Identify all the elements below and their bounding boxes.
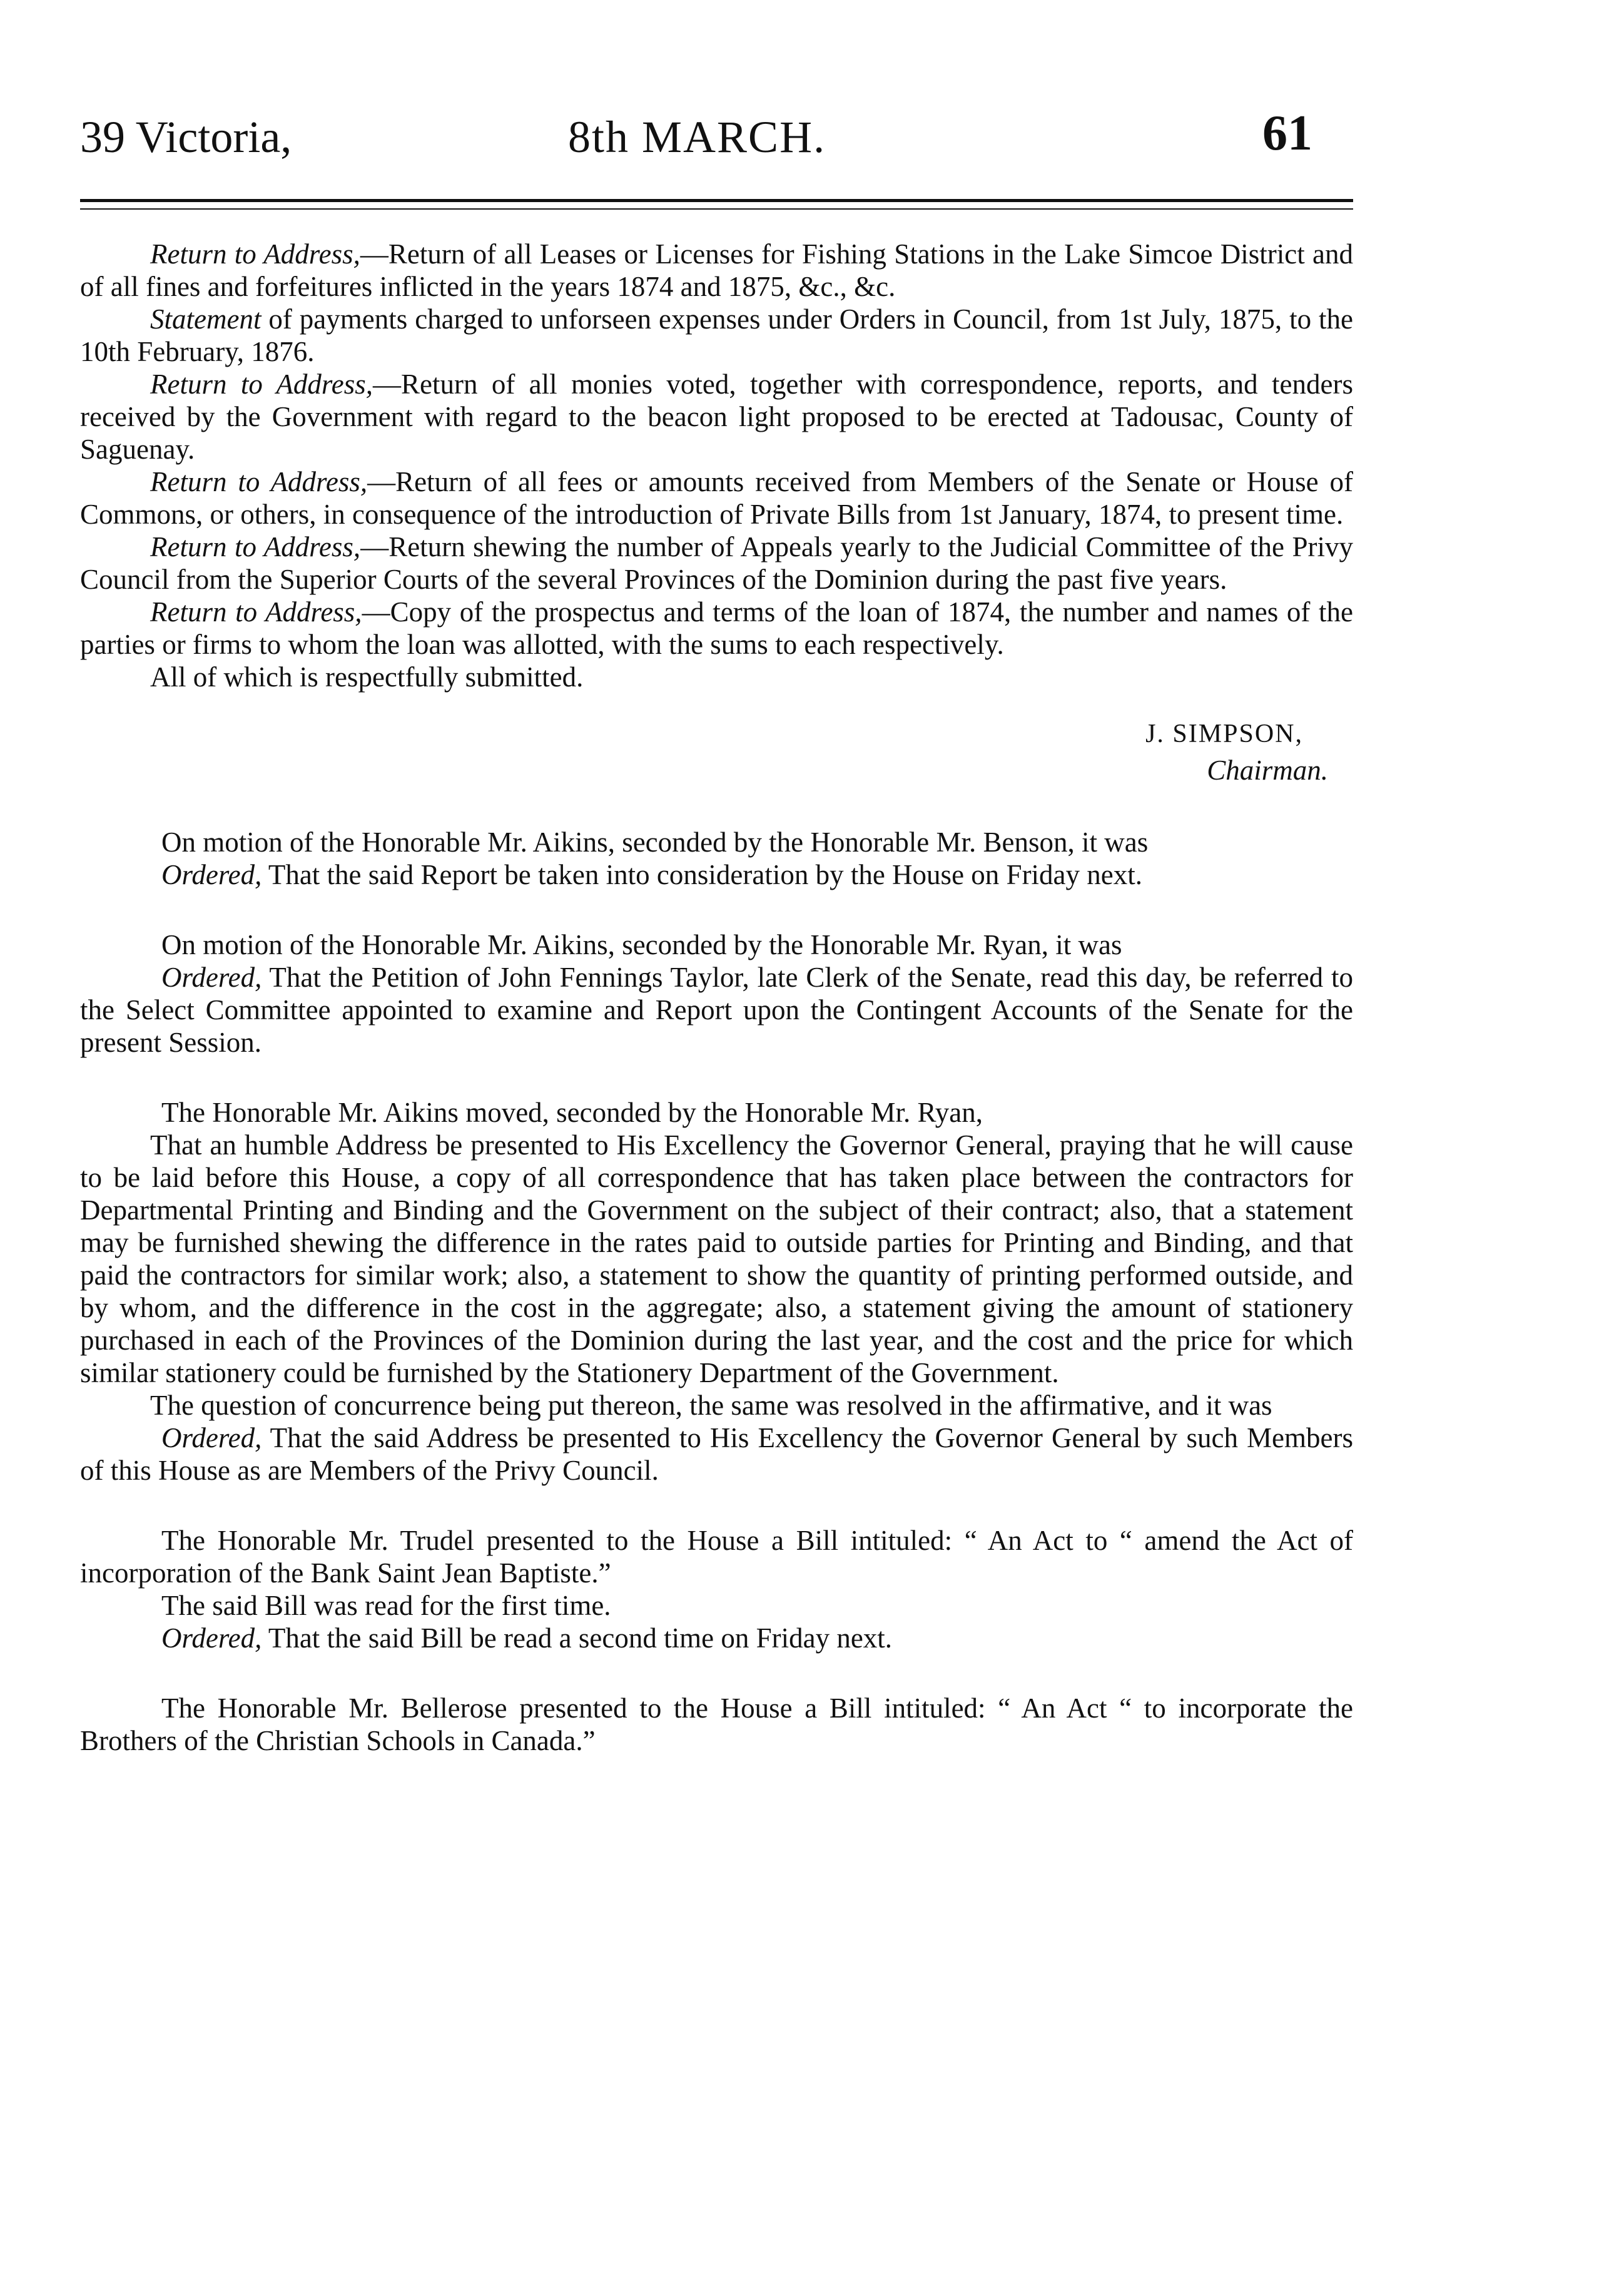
paragraph-text: —Return of all Leases or Licenses for Fishing Stations in the Lake Simcoe District and of all fines and forfeitures inflicted in the years 1874 and 1875, &c., &c. [80, 238, 1353, 302]
ordered-label: Ordered, [161, 1622, 262, 1654]
statement-label: Statement [150, 303, 261, 335]
paragraph-text: —Return of all monies voted, together with correspondence, reports, and tenders received by the Government with regard to the beacon light proposed to be erected at Tadousac, County of Saguenay. [80, 369, 1353, 465]
paragraph-text: That the Petition of John Fennings Taylor, late Clerk of the Senate, read this day, be referred to the Select Committee appointed to examine and Report upon the Contingent Accounts of the Senate for the present Session. [80, 962, 1353, 1058]
date-heading: 8th MARCH. [568, 112, 826, 162]
motion-address-printing: The Honorable Mr. Aikins moved, seconded by the Honorable Mr. Ryan, [161, 1097, 983, 1128]
ordered-label: Ordered, [161, 859, 262, 890]
header-rule [80, 199, 1353, 210]
running-head [80, 105, 1349, 180]
return-beacon-light [80, 368, 1353, 466]
return-private-bill-fees [80, 466, 1353, 531]
paragraph-text: —Return shewing the number of Appeals yearly to the Judicial Committee of the Privy Council from the Superior Courts of the several Provinces of the Dominion during the past five years. [80, 531, 1353, 595]
return-fishing-stations [80, 238, 1353, 303]
address-printing-text: That an humble Address be presented to His Excellency the Governor General, praying that he will cause to be laid before this House, a copy of all correspondence that has taken place between the contractors for Departmental Printing and Binding and the Government on the subject of their contract; also, that a statement may be furnished shewing the difference in the rates paid to outside parties for Printing and Binding, and that paid the contractors for similar work; also, a statement to show the quantity of printing performed outside, and by whom, and the difference in the cost in the aggregate; also, a statement giving the amount of stationery purchased in each of the Provinces of the Dominion during the last year, and the cost and the price for which similar stationery could be furnished by the Stationery Department of the Government. [80, 1129, 1353, 1388]
concurrence-resolution: The question of concurrence being put thereon, the same was resolved in the affirmative, and it was [150, 1390, 1272, 1421]
submission-line [80, 661, 1353, 693]
return-privy-council-appeals [80, 531, 1353, 596]
page-number: 61 [1262, 106, 1312, 161]
statement-payments [80, 303, 1353, 368]
regnal-year: 39 Victoria, [80, 112, 292, 162]
ordered-label: Ordered, [161, 962, 262, 993]
motion-report-consideration: On motion of the Honorable Mr. Aikins, seconded by the Honorable Mr. Benson, it was [161, 827, 1149, 858]
ordered-label: Ordered, [161, 1422, 262, 1453]
bill-saint-jean-baptiste: The Honorable Mr. Trudel presented to the House a Bill intituled: “ An Act to “ amend the Act of incorporation of the Bank Saint Jean Baptiste.” [80, 1525, 1353, 1589]
paragraph-text: That the said Report be taken into consideration by the House on Friday next. [261, 859, 1143, 890]
return-label: Return to Address, [150, 238, 360, 270]
paragraph-text: —Return of all fees or amounts received from Members of the Senate or House of Commons, or others, in consequence of the introduction of Private Bills from 1st January, 1874, to present time. [80, 466, 1353, 530]
bill-christian-schools: The Honorable Mr. Bellerose presented to the House a Bill intituled: “ An Act “ to incorporate the Brothers of the Christian Schools in Canada.” [80, 1692, 1353, 1756]
bill-first-reading: The said Bill was read for the first time. [161, 1590, 611, 1621]
paragraph-text: That the said Bill be read a second time on Friday next. [261, 1622, 893, 1654]
paragraph-text: That the said Address be presented to His Excellency the Governor General by such Members of this House as are Members of the Privy Council. [80, 1422, 1353, 1486]
signatory-title: Chairman. [1207, 755, 1328, 786]
order-second-reading [80, 1622, 1353, 1654]
paragraph-text: of payments charged to unforseen expenses under Orders in Council, from 1st July, 1875, to the 10th February, 1876. [80, 303, 1353, 367]
order-report-friday [80, 858, 1353, 891]
return-label: Return to Address, [150, 369, 373, 400]
paragraph-text: —Copy of the prospectus and terms of the loan of 1874, the number and names of the parties or firms to whom the loan was allotted, with the sums to each respectively. [80, 596, 1353, 660]
return-label: Return to Address, [150, 466, 368, 497]
return-loan-prospectus [80, 596, 1353, 661]
order-petition-select-committee [80, 961, 1353, 1059]
paragraph-text: All of which is respectfully submitted. [150, 661, 584, 693]
return-label: Return to Address, [150, 531, 361, 562]
order-address-presented [80, 1422, 1353, 1487]
signature-block [80, 716, 1353, 788]
page-body [80, 238, 1353, 1757]
signatory-name: J. SIMPSON, [1145, 720, 1303, 748]
motion-petition-referral: On motion of the Honorable Mr. Aikins, seconded by the Honorable Mr. Ryan, it was [161, 929, 1122, 960]
return-label: Return to Address, [150, 596, 362, 628]
